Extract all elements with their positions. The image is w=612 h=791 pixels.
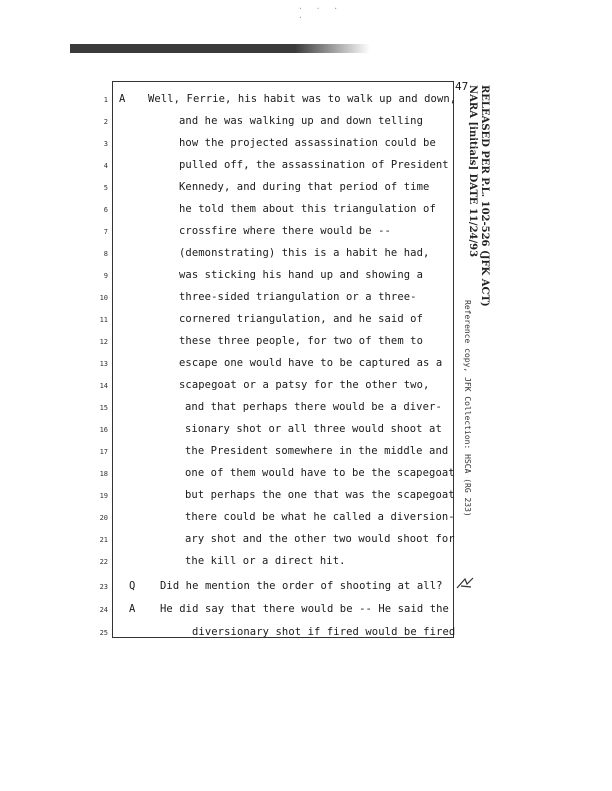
release-stamp-line2: NARA [initials] DATE 11/24/93: [467, 85, 478, 258]
line-number: 19: [99, 492, 108, 500]
transcript-line: these three people, for two of them to: [179, 335, 424, 347]
line-number: 21: [99, 536, 108, 544]
line-number: 24: [99, 606, 108, 614]
line-number: 25: [99, 629, 108, 637]
transcript-line: crossfire where there would be --: [179, 225, 391, 237]
transcript-line: sionary shot or all three would shoot at: [185, 423, 442, 435]
line-number: 11: [99, 316, 108, 324]
transcript-line: but perhaps the one that was the scapegoat: [185, 489, 455, 501]
transcript-line: three-sided triangulation or a three-: [179, 291, 417, 303]
transcript-line: there could be what he called a diversion-: [185, 511, 455, 523]
top-scan-bar: [70, 44, 370, 53]
transcript-line: one of them would have to be the scapegoat: [185, 467, 455, 479]
transcript-line: cornered triangulation, and he said of: [179, 313, 424, 325]
line-number: 7: [103, 228, 108, 236]
handwritten-mark: [455, 576, 475, 590]
line-number: 8: [103, 250, 108, 258]
transcript-line: was sticking his hand up and showing a: [179, 269, 424, 281]
release-stamp-line1: RELEASED PER P.L. 102-526 (JFK ACT): [479, 85, 490, 307]
transcript-line: he told them about this triangulation of: [179, 203, 436, 215]
transcript-line: scapegoat or a patsy for the other two,: [179, 379, 430, 391]
transcript-line: escape one would have to be captured as a: [179, 357, 443, 369]
speaker-label: Q: [129, 580, 136, 592]
line-number: 13: [99, 360, 108, 368]
transcript-line: the President somewhere in the middle and: [185, 445, 449, 457]
page-number: 47: [455, 80, 469, 93]
line-number: 1: [103, 96, 108, 104]
transcript-line: the kill or a direct hit.: [185, 555, 346, 567]
transcript-line: Well, Ferrie, his habit was to walk up and down,: [148, 93, 457, 105]
line-number: 16: [99, 426, 108, 434]
line-number: 3: [103, 140, 108, 148]
transcript-line: pulled off, the assassination of President: [179, 159, 449, 171]
transcript-line: how the projected assassination could be: [179, 137, 436, 149]
transcript-line: ary shot and the other two would shoot for: [185, 533, 455, 545]
line-number: 5: [103, 184, 108, 192]
line-number: 15: [99, 404, 108, 412]
line-number: 20: [99, 514, 108, 522]
transcript-line: He did say that there would be -- He said the: [160, 603, 449, 615]
line-number: 17: [99, 448, 108, 456]
transcript-line: (demonstrating) this is a habit he had,: [179, 247, 430, 259]
speaker-label: A: [129, 603, 136, 615]
transcript-line: Kennedy, and during that period of time: [179, 181, 430, 193]
transcript-line: and he was walking up and down telling: [179, 115, 424, 127]
transcript-line: Did he mention the order of shooting at all?: [160, 580, 443, 592]
line-number: 23: [99, 583, 108, 591]
line-number: 9: [103, 272, 108, 280]
transcript-line: and that perhaps there would be a diver-: [185, 401, 442, 413]
line-number: 22: [99, 558, 108, 566]
line-number: 10: [99, 294, 108, 302]
reference-copy-label: Reference copy, JFK Collection: HSCA (RG 233): [463, 300, 472, 517]
line-number: 12: [99, 338, 108, 346]
line-number: 4: [103, 162, 108, 170]
line-number: 18: [99, 470, 108, 478]
line-number: 14: [99, 382, 108, 390]
line-number: 6: [103, 206, 108, 214]
transcript-line: diversionary shot if fired would be fired: [192, 626, 456, 638]
scan-speck: · · · ·: [298, 4, 343, 22]
line-number: 2: [103, 118, 108, 126]
speaker-label: A: [119, 93, 126, 105]
